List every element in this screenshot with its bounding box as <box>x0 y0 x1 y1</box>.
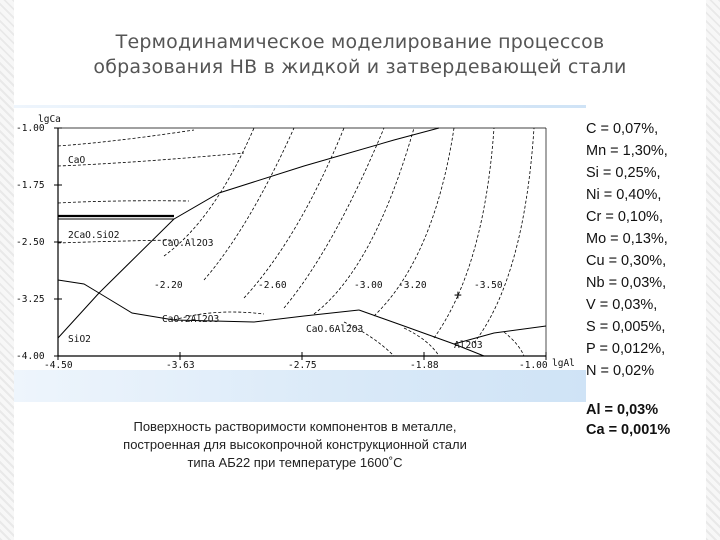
composition-line: N = 0,02% <box>586 363 655 379</box>
y-tick-label: -4.00 <box>16 351 45 362</box>
diagram-caption <box>70 418 520 472</box>
composition-line: Mo = 0,13%, <box>586 231 668 247</box>
x-tick-label: -1.00 <box>519 360 548 370</box>
composition-ca: Ca = 0,001% <box>586 422 671 438</box>
caption-line-3: типа АБ22 при температуре 1600˚С <box>187 455 403 470</box>
phase-label-cao: CaO <box>68 155 86 166</box>
caption-line-2: построенная для высокопрочной конструкционной стали <box>123 437 467 452</box>
y-tick-label: -1.75 <box>16 180 45 191</box>
title-line-2: образования НВ в жидкой и затвердевающей стали <box>93 56 627 78</box>
phase-label-cao-al2o3: CaO.Al2O3 <box>162 238 214 249</box>
isoline-label: -3.20 <box>398 280 427 291</box>
phase-label-2cao-sio2: 2CaO.SiO2 <box>68 230 120 241</box>
caption-line-1: Поверхность растворимости компонентов в металле, <box>133 419 457 434</box>
composition-line: Cu = 0,30%, <box>586 253 667 269</box>
phase-label-cao-6al2o3: CaO.6Al2O3 <box>306 324 364 335</box>
composition-line: V = 0,03%, <box>586 297 658 313</box>
slide-title <box>40 30 680 80</box>
isoline-label: -2.60 <box>258 280 287 291</box>
x-tick-label: -3.63 <box>166 360 195 370</box>
x-tick-label: -2.75 <box>288 360 317 370</box>
phase-label-cao-2al2o3: CaO.2Al2O3 <box>162 314 220 325</box>
x-tick-label: -4.50 <box>44 360 73 370</box>
composition-bold-list <box>586 400 716 440</box>
composition-line: Mn = 1,30%, <box>586 143 668 159</box>
x-axis-label: lgAl <box>552 358 575 369</box>
solubility-diagram <box>14 108 586 370</box>
y-tick-label: -1.00 <box>16 123 45 134</box>
composition-line: P = 0,012%, <box>586 341 666 357</box>
composition-line: Si = 0,25%, <box>586 165 661 181</box>
x-tick-label: -1.88 <box>410 360 439 370</box>
composition-line: C = 0,07%, <box>586 121 659 137</box>
composition-line: S = 0,005%, <box>586 319 666 335</box>
isoline-label: -3.50 <box>474 280 503 291</box>
composition-line: Nb = 0,03%, <box>586 275 667 291</box>
y-tick-label: -2.50 <box>16 237 45 248</box>
title-line-1: Термодинамическое моделирование процессов <box>115 31 605 53</box>
plus-marker: + <box>454 288 462 303</box>
y-tick-label: -3.25 <box>16 294 45 305</box>
y-axis-label: lgCa <box>38 114 61 125</box>
left-frame-texture <box>0 0 14 540</box>
composition-line: Ni = 0,40%, <box>586 187 662 203</box>
phase-label-sio2: SiO2 <box>68 334 91 345</box>
isoline-label: -3.00 <box>354 280 383 291</box>
phase-label-al2o3: Al2O3 <box>454 340 483 351</box>
composition-al: Al = 0,03% <box>586 402 659 418</box>
composition-line: Cr = 0,10%, <box>586 209 663 225</box>
composition-list <box>586 118 716 382</box>
isoline-label: -2.20 <box>154 280 183 291</box>
